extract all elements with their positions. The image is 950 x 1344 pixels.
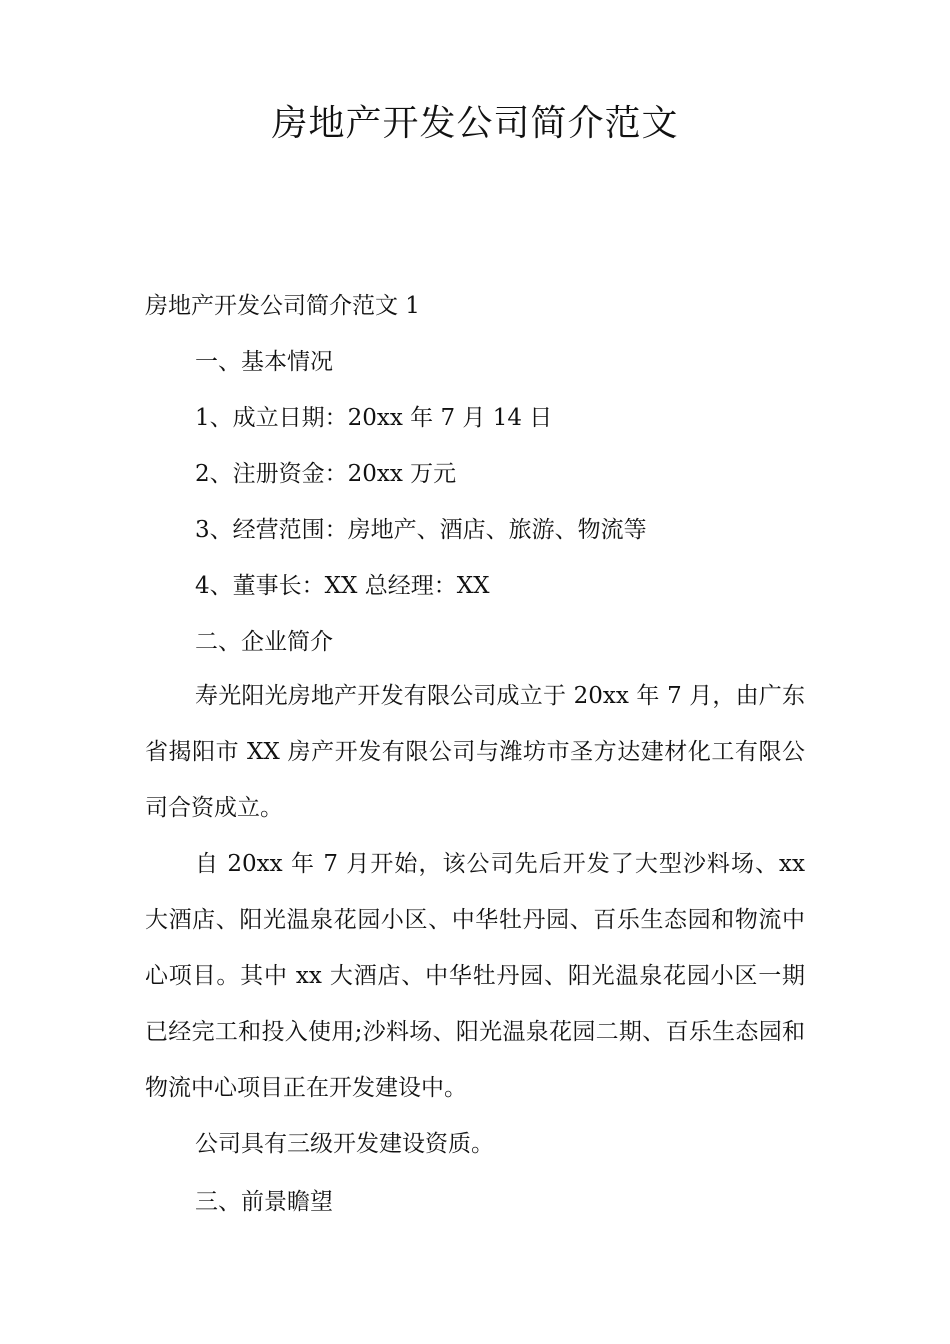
- paragraph-company-founding: 寿光阳光房地产开发有限公司成立于 20xx 年 7 月，由广东省揭阳市 XX 房产开发有限公司与潍坊市圣方达建材化工有限公司合资成立。: [145, 683, 805, 821]
- item-founding-date: 1、成立日期：20xx 年 7 月 14 日: [195, 405, 553, 431]
- item-business-scope: 3、经营范围：房地产、酒店、旅游、物流等: [195, 517, 647, 543]
- paragraph-projects: 自 20xx 年 7 月开始，该公司先后开发了大型沙料场、xx 大酒店、阳光温泉花园小区、中华牡丹园、百乐生态园和物流中心项目。其中 xx 大酒店、中华牡丹园、阳光温泉花园小区一期已经完工和投入使用;沙料场、阳光温泉花园二期、百乐生态园和物流中心项目正在开发建设中。: [145, 851, 805, 1101]
- document-title: 房地产开发公司简介范文: [271, 103, 679, 144]
- heading-basic-info: 一、基本情况: [195, 349, 333, 375]
- section-title: 房地产开发公司简介范文 1: [145, 293, 420, 319]
- heading-outlook: 三、前景瞻望: [195, 1189, 333, 1215]
- item-registered-capital: 2、注册资金：20xx 万元: [195, 461, 457, 487]
- paragraph-qualification: 公司具有三级开发建设资质。: [195, 1131, 494, 1157]
- heading-company-profile: 二、企业简介: [195, 629, 333, 655]
- item-chairman-manager: 4、董事长：XX 总经理：XX: [195, 573, 490, 599]
